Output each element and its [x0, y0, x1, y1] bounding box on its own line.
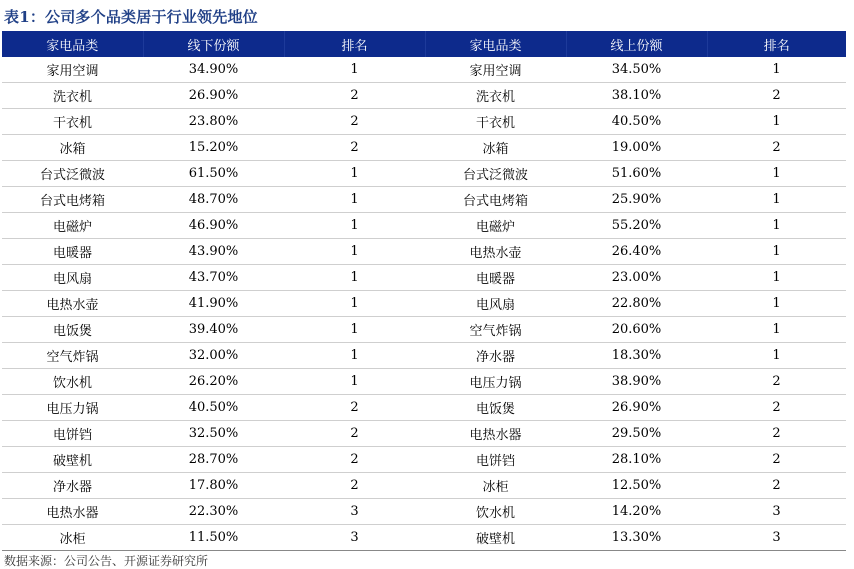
offline-category-cell: 干衣机: [2, 109, 143, 135]
online-rank-cell: 2: [707, 369, 846, 395]
offline-share-cell: 22.30%: [143, 499, 284, 525]
header-online-rank: 排名: [707, 31, 846, 57]
data-source-note: 数据来源：公司公告、开源证券研究所: [4, 554, 209, 568]
table-row: [2, 265, 846, 291]
offline-share-cell: 61.50%: [143, 161, 284, 187]
offline-share-cell: 40.50%: [143, 395, 284, 421]
online-share-cell: 38.10%: [566, 83, 707, 109]
offline-rank-cell: 1: [284, 291, 425, 317]
offline-category-cell: 家用空调: [2, 57, 143, 83]
online-category-cell: 电风扇: [425, 291, 566, 317]
table-row: [2, 525, 846, 551]
online-category-cell: 冰柜: [425, 473, 566, 499]
table-row: [2, 395, 846, 421]
offline-rank-cell: 1: [284, 317, 425, 343]
online-share-cell: 34.50%: [566, 57, 707, 83]
table-row: [2, 499, 846, 525]
online-rank-cell: 1: [707, 265, 846, 291]
online-category-cell: 电饭煲: [425, 395, 566, 421]
table-row: [2, 369, 846, 395]
online-share-cell: 26.40%: [566, 239, 707, 265]
online-share-cell: 40.50%: [566, 109, 707, 135]
online-category-cell: 电热水壶: [425, 239, 566, 265]
offline-rank-cell: 1: [284, 239, 425, 265]
offline-category-cell: 冰箱: [2, 135, 143, 161]
online-rank-cell: 1: [707, 161, 846, 187]
offline-rank-cell: 2: [284, 421, 425, 447]
header-offline-share: 线下份额: [143, 31, 284, 57]
offline-share-cell: 43.70%: [143, 265, 284, 291]
online-rank-cell: 1: [707, 213, 846, 239]
online-rank-cell: 1: [707, 239, 846, 265]
offline-share-cell: 32.50%: [143, 421, 284, 447]
offline-category-cell: 净水器: [2, 473, 143, 499]
online-category-cell: 空气炸锅: [425, 317, 566, 343]
table-title: 表1：公司多个品类居于行业领先地位: [4, 8, 258, 26]
table-row: [2, 473, 846, 499]
online-share-cell: 13.30%: [566, 525, 707, 551]
offline-rank-cell: 3: [284, 499, 425, 525]
online-category-cell: 电压力锅: [425, 369, 566, 395]
online-rank-cell: 3: [707, 499, 846, 525]
online-category-cell: 台式泛微波: [425, 161, 566, 187]
online-rank-cell: 2: [707, 421, 846, 447]
online-category-cell: 冰箱: [425, 135, 566, 161]
offline-rank-cell: 2: [284, 447, 425, 473]
online-rank-cell: 1: [707, 343, 846, 369]
offline-share-cell: 26.20%: [143, 369, 284, 395]
table-row: [2, 187, 846, 213]
offline-category-cell: 电热水器: [2, 499, 143, 525]
offline-share-cell: 34.90%: [143, 57, 284, 83]
online-share-cell: 26.90%: [566, 395, 707, 421]
offline-share-cell: 41.90%: [143, 291, 284, 317]
online-category-cell: 电饼铛: [425, 447, 566, 473]
offline-rank-cell: 2: [284, 395, 425, 421]
header-offline-rank: 排名: [284, 31, 425, 57]
online-share-cell: 19.00%: [566, 135, 707, 161]
offline-category-cell: 电饭煲: [2, 317, 143, 343]
header-offline-category: 家电品类: [2, 31, 143, 57]
online-category-cell: 洗衣机: [425, 83, 566, 109]
offline-rank-cell: 3: [284, 525, 425, 551]
online-category-cell: 饮水机: [425, 499, 566, 525]
online-share-cell: 23.00%: [566, 265, 707, 291]
offline-rank-cell: 1: [284, 265, 425, 291]
offline-share-cell: 43.90%: [143, 239, 284, 265]
offline-category-cell: 电热水壶: [2, 291, 143, 317]
offline-rank-cell: 2: [284, 473, 425, 499]
online-share-cell: 12.50%: [566, 473, 707, 499]
online-rank-cell: 2: [707, 473, 846, 499]
online-category-cell: 电磁炉: [425, 213, 566, 239]
offline-category-cell: 洗衣机: [2, 83, 143, 109]
online-rank-cell: 3: [707, 525, 846, 551]
offline-share-cell: 26.90%: [143, 83, 284, 109]
online-category-cell: 干衣机: [425, 109, 566, 135]
table-row: [2, 83, 846, 109]
table-row: [2, 447, 846, 473]
offline-share-cell: 48.70%: [143, 187, 284, 213]
online-rank-cell: 2: [707, 447, 846, 473]
offline-category-cell: 电风扇: [2, 265, 143, 291]
online-category-cell: 家用空调: [425, 57, 566, 83]
table-row: [2, 291, 846, 317]
online-rank-cell: 1: [707, 187, 846, 213]
header-online-category: 家电品类: [425, 31, 566, 57]
offline-category-cell: 电压力锅: [2, 395, 143, 421]
offline-rank-cell: 1: [284, 161, 425, 187]
online-share-cell: 25.90%: [566, 187, 707, 213]
online-category-cell: 台式电烤箱: [425, 187, 566, 213]
offline-category-cell: 电饼铛: [2, 421, 143, 447]
offline-rank-cell: 1: [284, 213, 425, 239]
online-category-cell: 电暖器: [425, 265, 566, 291]
table-row: [2, 213, 846, 239]
table-row: [2, 109, 846, 135]
offline-category-cell: 饮水机: [2, 369, 143, 395]
header-online-share: 线上份额: [566, 31, 707, 57]
online-category-cell: 破壁机: [425, 525, 566, 551]
offline-category-cell: 破壁机: [2, 447, 143, 473]
market-share-table: [2, 31, 846, 551]
offline-rank-cell: 2: [284, 135, 425, 161]
offline-share-cell: 11.50%: [143, 525, 284, 551]
offline-category-cell: 冰柜: [2, 525, 143, 551]
online-rank-cell: 2: [707, 395, 846, 421]
online-rank-cell: 1: [707, 109, 846, 135]
offline-category-cell: 台式电烤箱: [2, 187, 143, 213]
offline-rank-cell: 1: [284, 369, 425, 395]
table-row: [2, 161, 846, 187]
online-share-cell: 38.90%: [566, 369, 707, 395]
offline-share-cell: 15.20%: [143, 135, 284, 161]
table-header-row: [2, 31, 846, 57]
offline-rank-cell: 1: [284, 57, 425, 83]
table-row: [2, 317, 846, 343]
offline-share-cell: 46.90%: [143, 213, 284, 239]
online-share-cell: 18.30%: [566, 343, 707, 369]
table-row: [2, 421, 846, 447]
table-row: [2, 57, 846, 83]
offline-category-cell: 台式泛微波: [2, 161, 143, 187]
offline-share-cell: 17.80%: [143, 473, 284, 499]
offline-rank-cell: 2: [284, 109, 425, 135]
online-category-cell: 净水器: [425, 343, 566, 369]
online-rank-cell: 1: [707, 57, 846, 83]
offline-share-cell: 39.40%: [143, 317, 284, 343]
offline-rank-cell: 1: [284, 187, 425, 213]
offline-category-cell: 空气炸锅: [2, 343, 143, 369]
table-row: [2, 239, 846, 265]
online-share-cell: 28.10%: [566, 447, 707, 473]
online-category-cell: 电热水器: [425, 421, 566, 447]
online-rank-cell: 2: [707, 83, 846, 109]
online-rank-cell: 2: [707, 135, 846, 161]
online-rank-cell: 1: [707, 317, 846, 343]
online-share-cell: 29.50%: [566, 421, 707, 447]
offline-share-cell: 23.80%: [143, 109, 284, 135]
online-share-cell: 20.60%: [566, 317, 707, 343]
online-share-cell: 51.60%: [566, 161, 707, 187]
offline-share-cell: 28.70%: [143, 447, 284, 473]
offline-category-cell: 电暖器: [2, 239, 143, 265]
offline-category-cell: 电磁炉: [2, 213, 143, 239]
offline-share-cell: 32.00%: [143, 343, 284, 369]
offline-rank-cell: 2: [284, 83, 425, 109]
table-row: [2, 343, 846, 369]
table-row: [2, 135, 846, 161]
online-rank-cell: 1: [707, 291, 846, 317]
online-share-cell: 14.20%: [566, 499, 707, 525]
offline-rank-cell: 1: [284, 343, 425, 369]
online-share-cell: 22.80%: [566, 291, 707, 317]
online-share-cell: 55.20%: [566, 213, 707, 239]
